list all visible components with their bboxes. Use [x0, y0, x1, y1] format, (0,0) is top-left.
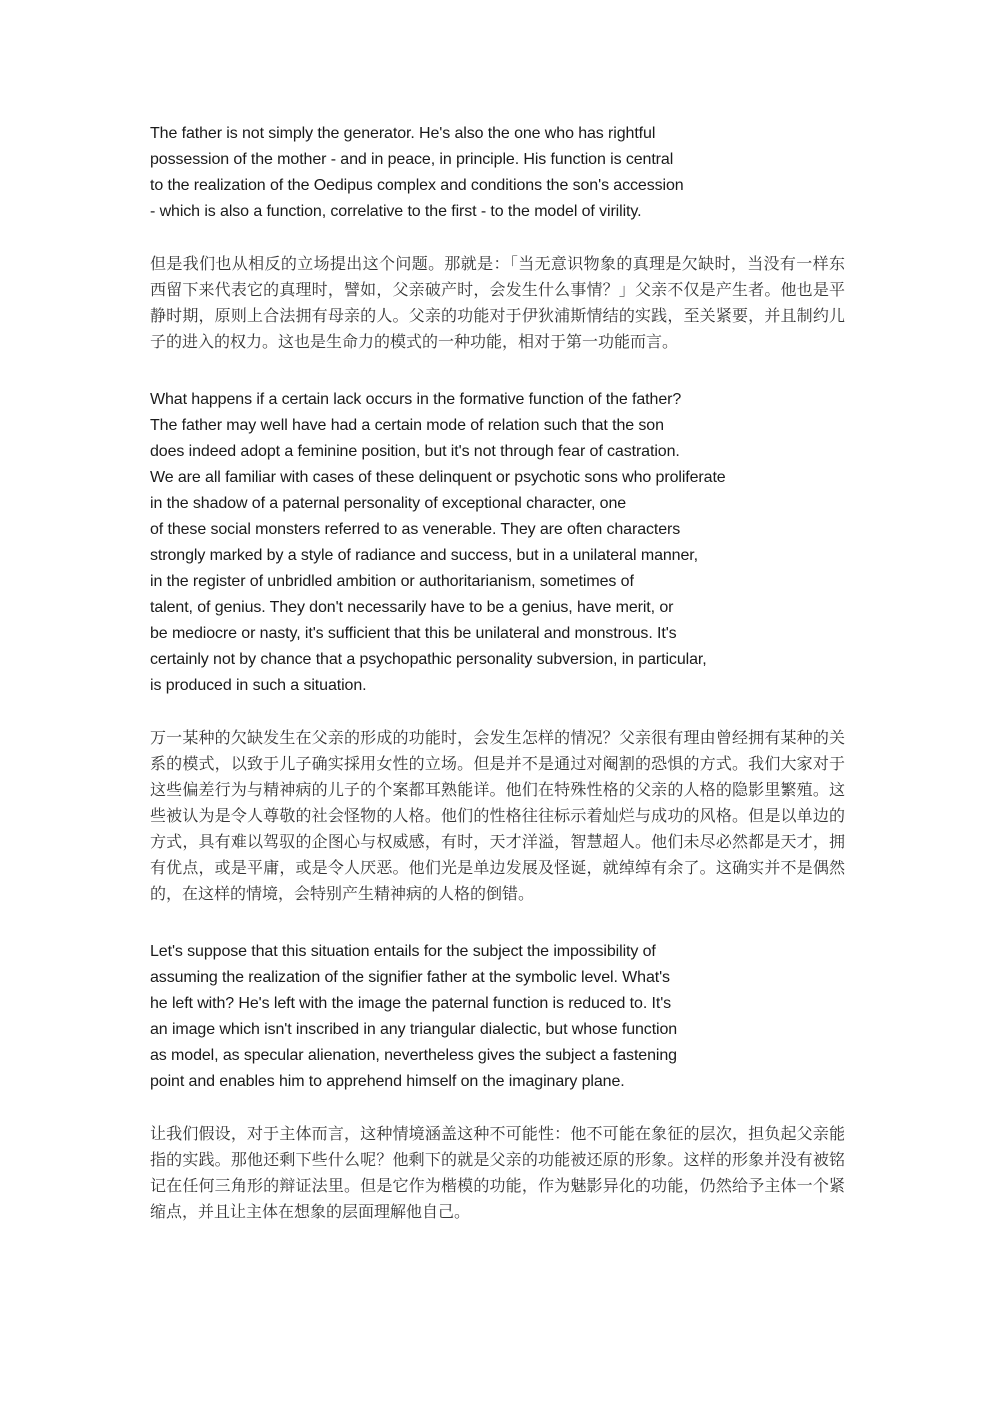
text-line: be mediocre or nasty, it's sufficient that this be unilateral and monstrous. It's [150, 625, 677, 642]
text-line: possession of the mother - and in peace, in principle. His function is central [150, 151, 674, 168]
text-line: The father may well have had a certain mode of relation such that the son [150, 417, 664, 434]
english-paragraph-2 [150, 387, 850, 699]
text-line: does indeed adopt a feminine position, but it's not through fear of castration. [150, 443, 680, 460]
text-line: to the realization of the Oedipus complex and conditions the son's accession [150, 177, 684, 194]
text-line: point and enables him to apprehend himself on the imaginary plane. [150, 1073, 625, 1090]
document-page [150, 121, 850, 1225]
text-line: The father is not simply the generator. He's also the one who has rightful [150, 125, 656, 142]
english-paragraph-1 [150, 121, 850, 225]
text-line: We are all familiar with cases of these delinquent or psychotic sons who proliferate [150, 469, 726, 486]
text-line: talent, of genius. They don't necessarily have to be a genius, have merit, or [150, 599, 674, 616]
text-line: Let's suppose that this situation entails for the subject the impossibility of [150, 943, 656, 960]
text-line: is produced in such a situation. [150, 677, 367, 694]
text-line: - which is also a function, correlative to the first - to the model of virility. [150, 203, 642, 220]
text-line: What happens if a certain lack occurs in the formative function of the father? [150, 391, 682, 408]
text-line: strongly marked by a style of radiance and success, but in a unilateral manner, [150, 547, 698, 564]
chinese-paragraph-2: 万一某种的欠缺发生在父亲的形成的功能时，会发生怎样的情况？父亲很有理由曾经拥有某种的关系的模式，以致于儿子确实採用女性的立场。但是并不是通过对阉割的恐惧的方式。我们大家对于这些偏差行为与精神病的儿子的个案都耳熟能详。他们在特殊性格的父亲的人格的隐影里繁殖。这些被认为是令人尊敬的社会怪物的人格。他们的性格往往标示着灿烂与成功的风格。但是以单边的方式，具有难以驾驭的企图心与权威感，有时，天才洋溢，智慧超人。他们未尽必然都是天才，拥有优点，或是平庸，或是令人厌恶。他们光是单边发展及怪诞，就绰绰有余了。这确实并不是偶然的，在这样的情境，会特别产生精神病的人格的倒错。 [150, 728, 845, 903]
english-paragraph-3 [150, 939, 850, 1095]
text-line: he left with? He's left with the image the paternal function is reduced to. It's [150, 995, 672, 1012]
text-line: an image which isn't inscribed in any triangular dialectic, but whose function [150, 1021, 678, 1038]
text-line: certainly not by chance that a psychopathic personality subversion, in particular, [150, 651, 707, 668]
chinese-paragraph-1: 但是我们也从相反的立场提出这个问题。那就是：「当无意识物象的真理是欠缺时，当没有一样东西留下来代表它的真理时，譬如，父亲破产时，会发生什么事情？」父亲不仅是产生者。他也是平静时期，原则上合法拥有母亲的人。父亲的功能对于伊狄浦斯情结的实践，至关紧要，并且制约儿子的进入的权力。这也是生命力的模式的一种功能，相对于第一功能而言。 [150, 254, 845, 351]
text-line: assuming the realization of the signifier father at the symbolic level. What's [150, 969, 670, 986]
text-line: of these social monsters referred to as venerable. They are often characters [150, 521, 681, 538]
text-line: as model, as specular alienation, nevertheless gives the subject a fastening [150, 1047, 677, 1064]
chinese-paragraph-3: 让我们假设，对于主体而言，这种情境涵盖这种不可能性：他不可能在象征的层次，担负起父亲能指的实践。那他还剩下些什么呢？他剩下的就是父亲的功能被还原的形象。这样的形象并没有被铭记在任何三角形的辩证法里。但是它作为楷模的功能，作为魅影异化的功能，仍然给予主体一个紧缩点，并且让主体在想象的层面理解他自己。 [150, 1124, 845, 1221]
text-line: in the shadow of a paternal personality of exceptional character, one [150, 495, 627, 512]
text-line: in the register of unbridled ambition or authoritarianism, sometimes of [150, 573, 634, 590]
